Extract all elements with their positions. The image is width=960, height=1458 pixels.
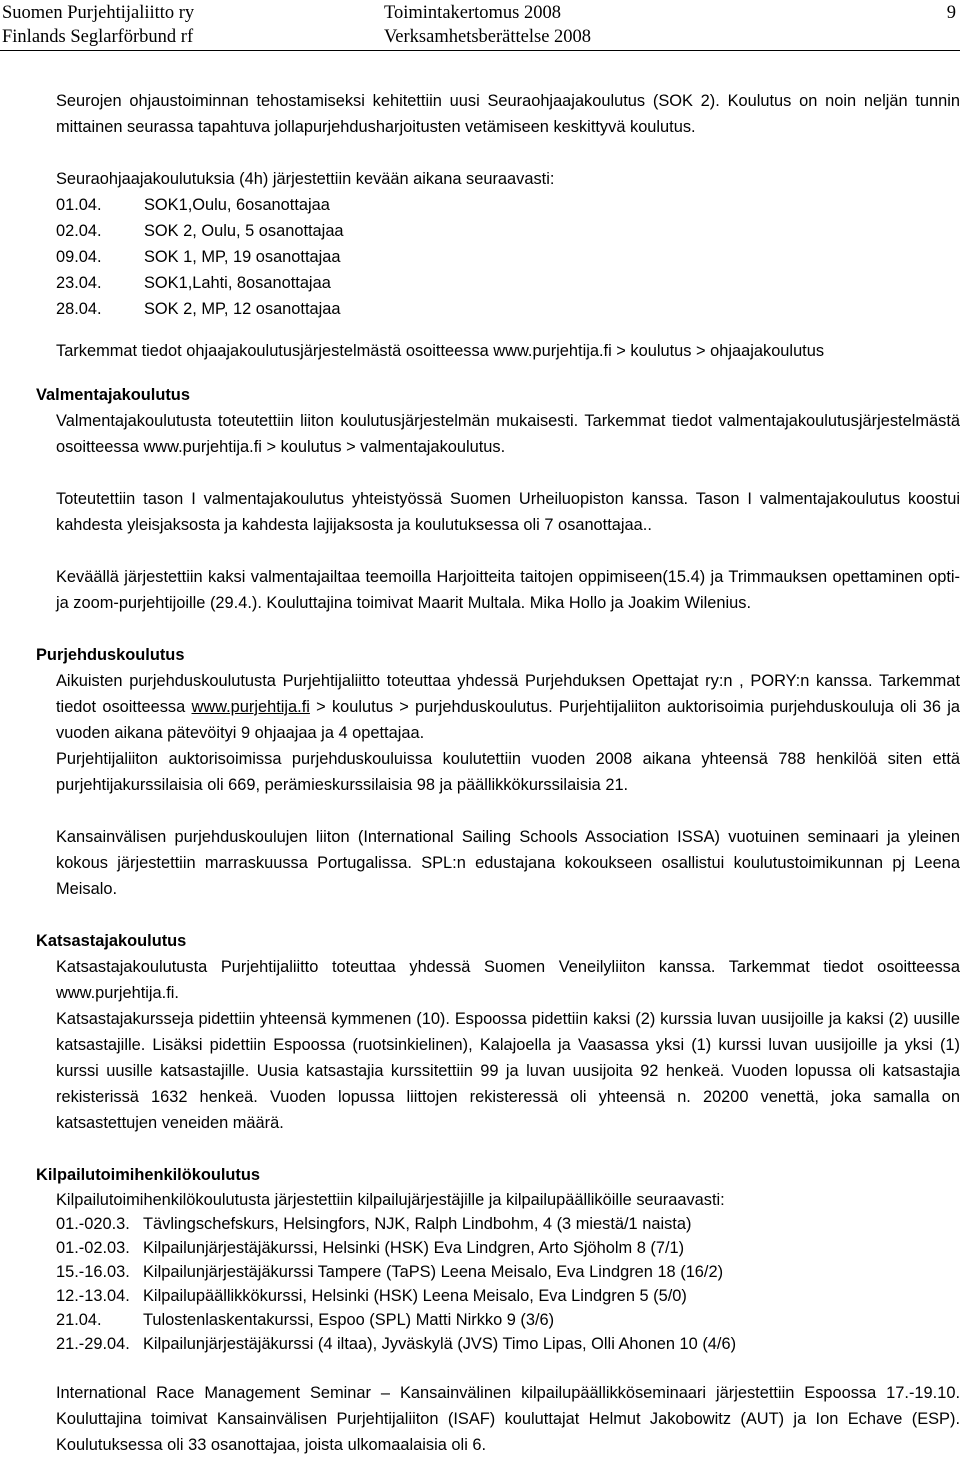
document-body — [0, 88, 960, 1458]
list-item-text: Kilpailunjärjestäjäkurssi (4 iltaa), Jyväskylä (JVS) Timo Lipas, Olli Ahonen 10 (4/6) — [143, 1335, 737, 1353]
list-item-date: 02.04. — [56, 222, 102, 240]
header-doc-fi: Toimintakertomus 2008 — [384, 3, 562, 23]
header-rule — [0, 50, 960, 51]
list-item — [56, 1308, 960, 1332]
list-item — [56, 192, 960, 218]
kilpailu-section — [0, 1162, 960, 1458]
section-heading: Kilpailutoimihenkilökoulutus — [36, 1166, 261, 1184]
list-item — [56, 1260, 960, 1284]
section-heading: Valmentajakoulutus — [36, 386, 190, 404]
valmentaja-section — [0, 382, 960, 616]
valmentaja-paragraph-2: Toteutettiin tason I valmentajakoulutus yhteistyössä Suomen Urheiluopiston kanssa. Tason I valmentajakoulutus koostui kahdesta yleisjaksosta ja kahdesta lajijaksosta ja koulutuksessa oli 7 osanottajaa.. — [56, 490, 960, 534]
list-item — [56, 218, 960, 244]
page-number: 9 — [946, 3, 956, 23]
list-item — [56, 1332, 960, 1356]
seura-course-list — [56, 192, 960, 322]
list-item-date: 21.04. — [56, 1311, 102, 1329]
list-item-text: SOK1,Oulu, 6osanottajaa — [144, 196, 330, 214]
katsastaja-paragraph-1: Katsastajakoulutusta Purjehtijaliitto toteuttaa yhdessä Suomen Veneilyliiton kanssa. Tarkemmat tiedot osoitteessa www.purjehtija.fi. — [56, 958, 960, 1002]
purjehdus-paragraph-1 — [56, 668, 960, 746]
header-org-sv: Finlands Seglarförbund rf — [2, 27, 194, 47]
irms-paragraph: International Race Management Seminar – Kansainvälinen kilpailupäällikköseminaari järjestettiin Espoossa 17.-19.10. Kouluttajina toimivat Kansainvälisen Purjehtijaliiton (ISAF) kouluttajat Helmut Jakobowitz (AUT) ja Ion Echave (ESP). Koulutuksessa oli 33 osanottajaa, joista ulkomaalaisia oli 6. — [56, 1384, 960, 1454]
page-header — [0, 0, 960, 52]
list-item-text: SOK1,Lahti, 8osanottajaa — [144, 274, 331, 292]
list-item-text: SOK 2, MP, 12 osanottajaa — [144, 300, 341, 318]
list-item-text: Kilpailunjärjestäjäkurssi, Helsinki (HSK) Eva Lindgren, Arto Sjöholm 8 (7/1) — [143, 1239, 685, 1257]
list-item-date: 01.-020.3. — [56, 1215, 130, 1233]
katsastaja-paragraph-2: Katsastajakursseja pidettiin yhteensä kymmenen (10). Espoossa pidettiin kaksi (2) kurssia luvan uusijoille ja kaksi (2) uusille katsastajille. Lisäksi pidettiin Espoossa (ruotsinkielinen), Kalajoella ja Vaasassa yksi (1) kurssi luvan uusijoille ja yksi (1) kurssi uusille katsastajille. Uusia katsastajia kurssitettiin 99 ja luvan uusijoita 92 henkeä. Vuoden lopussa oli katsastajia rekisterissä 1632 henkeä. Vuoden lopussa liittojen rekisteressä oli yhteensä n. 20200 venettä, joka samalla on katsastettujen veneiden määrä. — [56, 1010, 960, 1132]
kilpailu-course-list — [56, 1212, 960, 1356]
list-item-text: Kilpailunjärjestäjäkurssi Tampere (TaPS) Leena Meisalo, Eva Lindgren 18 (16/2) — [143, 1263, 724, 1281]
list-item — [56, 244, 960, 270]
list-item-date: 23.04. — [56, 274, 102, 292]
list-item-date: 01.-02.03. — [56, 1239, 130, 1257]
list-item-date: 01.04. — [56, 196, 102, 214]
purjehdus-paragraph-2: Purjehtijaliiton auktorisoimissa purjehduskouluissa koulutettiin vuoden 2008 aikana yhteensä 788 henkilöä siten että purjehtijakurssilaisia oli 669, perämieskurssilaisia 98 ja päällikkökurssilaisia 21. — [56, 750, 960, 794]
katsastaja-section — [0, 928, 960, 1136]
header-org-fi: Suomen Purjehtijaliitto ry — [2, 3, 195, 23]
section-heading: Purjehduskoulutus — [36, 646, 185, 664]
list-item-date: 09.04. — [56, 248, 102, 266]
seura-more-info: Tarkemmat tiedot ohjaajakoulutusjärjestelmästä osoitteessa www.purjehtija.fi > koulutus > ohjaajakoulutus — [56, 342, 825, 360]
list-item-date: 21.-29.04. — [56, 1335, 130, 1353]
valmentaja-paragraph-1: Valmentajakoulutusta toteutettiin liiton koulutusjärjestelmän mukaisesti. Tarkemmat tiedot valmentajakoulutusjärjestelmästä osoitteessa www.purjehtija.fi > koulutus > valmentajakoulutus. — [56, 412, 960, 456]
seura-list-intro: Seuraohjaajakoulutuksia (4h) järjestettiin kevään aikana seuraavasti: — [56, 170, 555, 188]
list-item — [56, 270, 960, 296]
list-item — [56, 1284, 960, 1308]
list-item-text: SOK 1, MP, 19 osanottajaa — [144, 248, 341, 266]
header-organization — [2, 1, 194, 49]
header-document — [384, 1, 591, 49]
list-item — [56, 296, 960, 322]
list-item-text: Kilpailupäällikkökurssi, Helsinki (HSK) Leena Meisalo, Eva Lindgren 5 (5/0) — [143, 1287, 687, 1305]
purjehdus-paragraph-3: Kansainvälisen purjehduskoulujen liiton (International Sailing Schools Association ISSA) vuotuinen seminaari ja yleinen kokous järjestettiin marraskuussa Portugalissa. SPL:n edustajana kokoukseen osallistui koulutustoimikunnan pj Leena Meisalo. — [56, 828, 960, 898]
purjehdus-text: Aikuisten purjehduskoulutusta Purjehtijaliitto toteuttaa yhdessä Purjehduksen Opettajat ry:n , PORY:n kanssa. Tarkemmat tiedot osoitteessa — [56, 672, 960, 716]
list-item-text: Tulostenlaskentakurssi, Espoo (SPL) Matti Nirkko 9 (3/6) — [143, 1311, 555, 1329]
kilpailu-intro: Kilpailutoimihenkilökoulutusta järjestettiin kilpailujärjestäjille ja kilpailupäälliköille seuraavasti: — [56, 1191, 725, 1209]
list-item-text: Tävlingschefskurs, Helsingfors, NJK, Ralph Lindbohm, 4 (3 miestä/1 naista) — [143, 1215, 692, 1233]
purjehdus-section — [0, 642, 960, 902]
list-item — [56, 1236, 960, 1260]
purjehdus-text: > koulutus > purjehduskoulutus. Purjehtijaliiton auktorisoimia purjehduskouluja oli 36 ja vuoden aikana pätevöityi 9 ohjaajaa ja 4 opettajaa. — [56, 698, 960, 742]
purjehtija-link[interactable]: www.purjehtija.fi — [191, 698, 310, 716]
seura-section — [56, 88, 960, 364]
list-item-date: 15.-16.03. — [56, 1263, 130, 1281]
list-item-date: 12.-13.04. — [56, 1287, 130, 1305]
list-item — [56, 1212, 960, 1236]
valmentaja-paragraph-3: Keväällä järjestettiin kaksi valmentajailtaa teemoilla Harjoitteita taitojen oppimiseen(15.4) ja Trimmauksen opettaminen opti- ja zoom-purjehtijoille (29.4.). Kouluttajina toimivat Maarit Multala. Mika Hollo ja Joakim Wilenius. — [56, 568, 960, 612]
list-item-text: SOK 2, Oulu, 5 osanottajaa — [144, 222, 344, 240]
header-doc-sv: Verksamhetsberättelse 2008 — [384, 27, 592, 47]
list-item-date: 28.04. — [56, 300, 102, 318]
seura-intro: Seurojen ohjaustoiminnan tehostamiseksi kehitettiin uusi Seuraohjaajakoulutus (SOK 2). Koulutus on noin neljän tunnin mittainen seurassa tapahtuva jollapurjehdusharjoitusten vetämiseen keskittyvä koulutus. — [56, 92, 960, 136]
section-heading: Katsastajakoulutus — [36, 932, 187, 950]
